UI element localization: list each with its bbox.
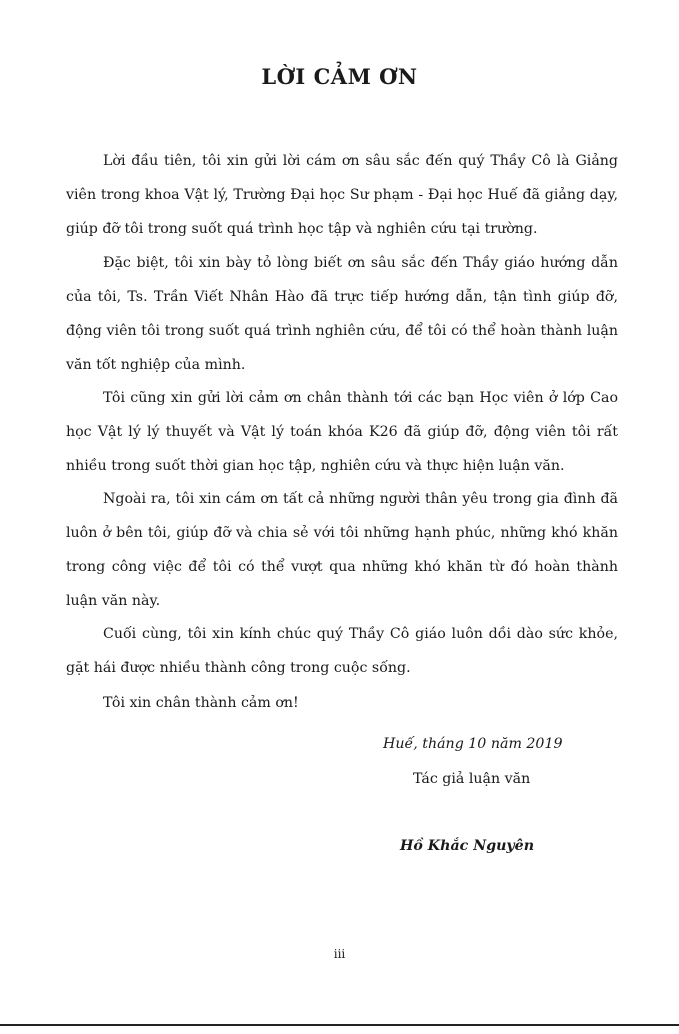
paragraph-6: Tôi xin chân thành cảm ơn!: [103, 695, 299, 711]
signature-name: Hồ Khắc Nguyên: [400, 838, 535, 854]
page-title: LỜI CẢM ƠN: [261, 64, 418, 89]
paragraph-1: Lời đầu tiên, tôi xin gửi lời cám ơn sâu sắc đến quý Thầy Cô là Giảng viên trong khoa Vật lý, Trường Đại học Sư phạm - Đại học Huế đã giảng dạy, giúp đỡ tôi trong suốt quá trình học tập và nghiên cứu tại trường.: [66, 153, 618, 237]
bottom-divider: [0, 1024, 679, 1026]
paragraph-4: Ngoài ra, tôi xin cám ơn tất cả những người thân yêu trong gia đình đã luôn ở bên tôi, giúp đỡ và chia sẻ với tôi những hạnh phúc, những khó khăn trong công việc để tôi có thể vượt qua những khó khăn từ đó hoàn thành luận văn này.: [66, 491, 618, 609]
paragraph-3: Tôi cũng xin gửi lời cảm ơn chân thành tới các bạn Học viên ở lớp Cao học Vật lý lý thuyết và Vật lý toán khóa K26 đã giúp đỡ, động viên tôi rất nhiều trong suốt thời gian học tập, nghiên cứu và thực hiện luận văn.: [66, 390, 618, 474]
signature-role: Tác giả luận văn: [413, 771, 531, 787]
signature-place-date: Huế, tháng 10 năm 2019: [383, 736, 563, 752]
page-number: iii: [333, 947, 346, 961]
paragraph-5: Cuối cùng, tôi xin kính chúc quý Thầy Cô giáo luôn dồi dào sức khỏe, gặt hái được nhiều thành công trong cuộc sống.: [66, 626, 618, 676]
paragraph-2: Đặc biệt, tôi xin bày tỏ lòng biết ơn sâu sắc đến Thầy giáo hướng dẫn của tôi, Ts. Trần Viết Nhân Hào đã trực tiếp hướng dẫn, tận tình giúp đỡ, động viên tôi trong suốt quá trình nghiên cứu, để tôi có thể hoàn thành luận văn tốt nghiệp của mình.: [66, 255, 618, 373]
